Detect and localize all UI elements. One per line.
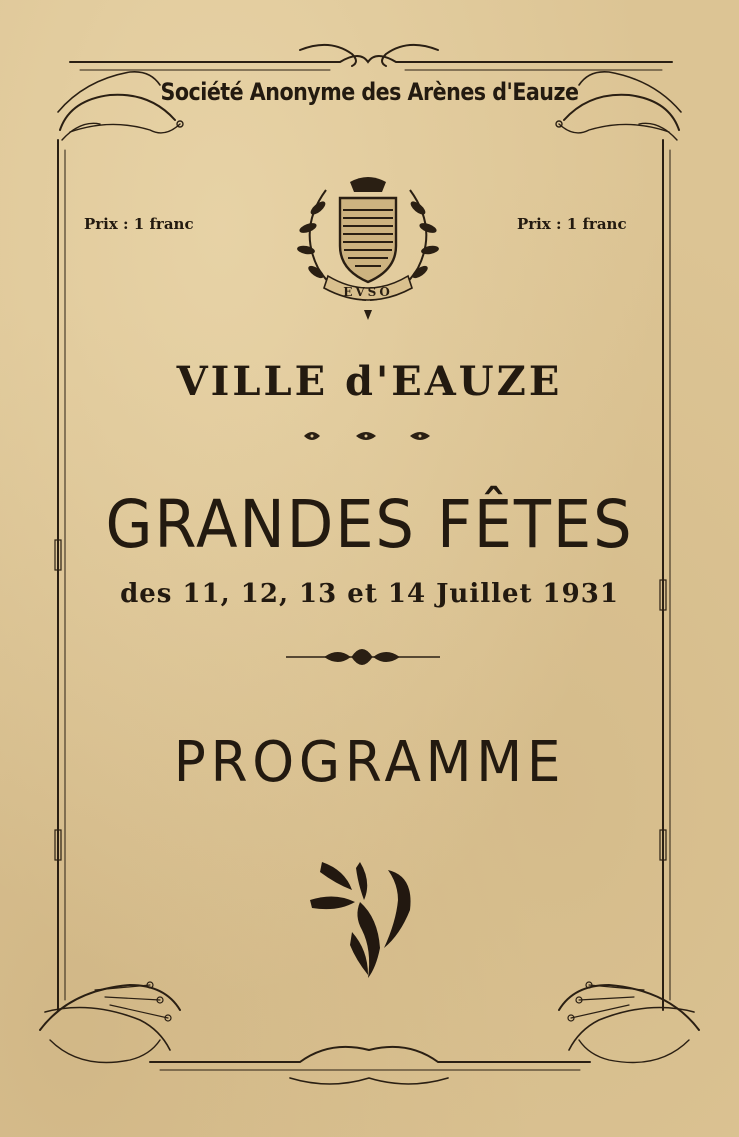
programme-title: PROGRAMME	[173, 730, 566, 795]
fleuron-row-icon	[304, 432, 430, 440]
event-dates: des 11, 12, 13 et 14 Juillet 1931	[120, 579, 619, 609]
town-title: VILLE d'EAUZE	[176, 358, 563, 405]
event-title: GRANDES FÊTES	[105, 486, 634, 563]
divider-ornament-icon	[286, 650, 440, 665]
price-label-left: Prix : 1 franc	[84, 215, 194, 233]
society-name: Société Anonyme des Arènes d'Eauze	[160, 78, 579, 106]
price-label-right: Prix : 1 franc	[517, 215, 627, 233]
lily-flourish-icon	[310, 862, 411, 978]
coat-of-arms-icon	[288, 168, 448, 328]
emblem-motto: EVSO	[343, 285, 393, 299]
